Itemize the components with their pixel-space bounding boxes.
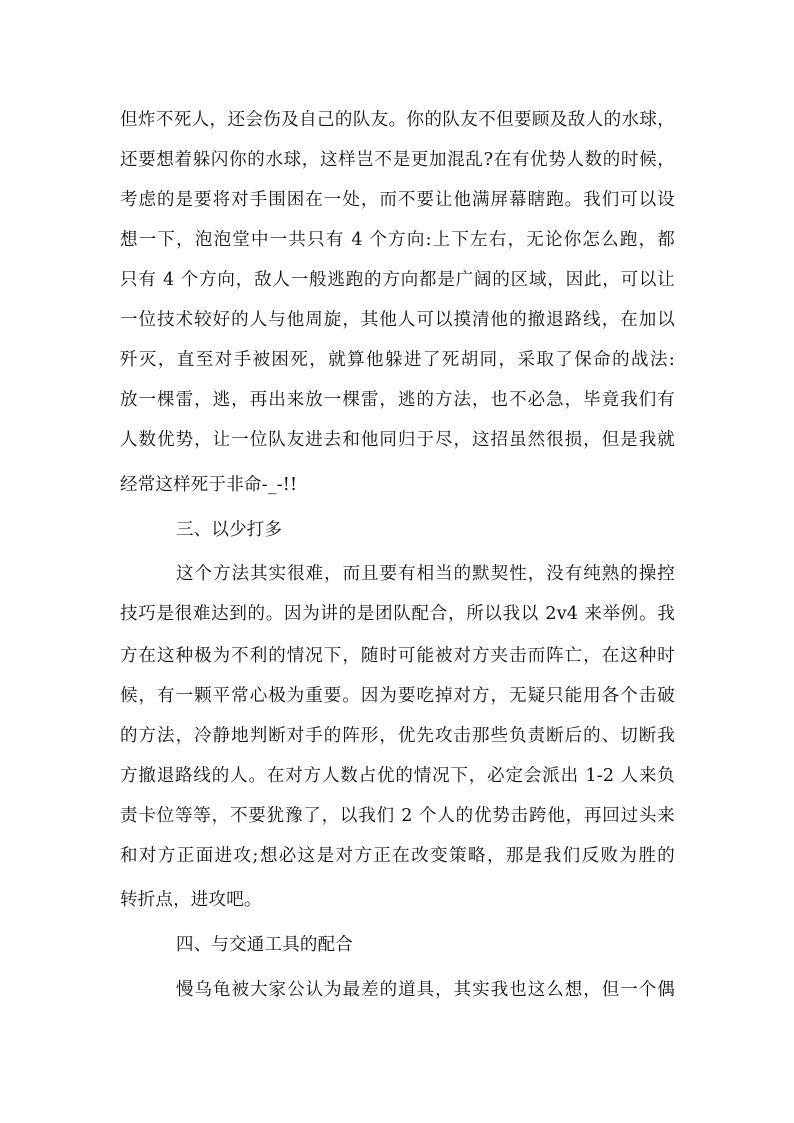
text-line: 技巧是很难达到的。因为讲的是团队配合，所以我以 2v4 来举例。我 — [120, 604, 675, 624]
text-line: 方在这种极为不利的情况下，随时可能被对方夹击而阵亡，在这种时 — [120, 646, 675, 666]
text-line: 歼灭，直至对手被困死，就算他躲进了死胡同，采取了保命的战法: — [120, 350, 675, 370]
section-heading: 四、与交通工具的配合 — [176, 935, 353, 955]
text-line: 还要想着躲闪你的水球，这样岂不是更加混乱?在有优势人数的时候， — [120, 150, 675, 170]
text-line: 责卡位等等，不要犹豫了，以我们 2 个人的优势击跨他，再回过头来 — [120, 806, 675, 826]
text-line: 一位技术较好的人与他周旋，其他人可以摸清他的撤退路线，在加以 — [120, 310, 675, 330]
text-line: 想一下，泡泡堂中一共只有 4 个方向:上下左右，无论你怎么跑，都 — [120, 230, 675, 250]
text-line: 方撤退路线的人。在对方人数占优的情况下，必定会派出 1-2 人来负 — [120, 766, 675, 786]
text-line: 只有 4 个方向，敌人一般逃跑的方向都是广阔的区域，因此，可以让 — [120, 270, 675, 290]
text-line: 这个方法其实很难，而且要有相当的默契性，没有纯熟的操控 — [176, 564, 675, 584]
text-line: 转折点，进攻吧。 — [120, 890, 262, 910]
text-line: 但炸不死人，还会伤及自己的队友。你的队友不但要顾及敌人的水球， — [120, 110, 675, 130]
text-line: 放一棵雷，逃，再出来放一棵雷，逃的方法，也不必急，毕竟我们有 — [120, 390, 675, 410]
text-line: 候，有一颗平常心极为重要。因为要吃掉对方，无疑只能用各个击破 — [120, 686, 675, 706]
text-line: 人数优势，让一位队友进去和他同归于尽，这招虽然很损，但是我就 — [120, 430, 675, 450]
text-line: 考虑的是要将对手围困在一处，而不要让他满屏幕瞎跑。我们可以设 — [120, 190, 675, 210]
text-line: 经常这样死于非命-_-!! — [120, 475, 298, 495]
text-line: 的方法，冷静地判断对手的阵形，优先攻击那些负责断后的、切断我 — [120, 726, 675, 746]
text-line: 慢乌龟被大家公认为最差的道具，其实我也这么想，但一个偶 — [176, 980, 675, 1000]
section-heading: 三、以少打多 — [176, 520, 283, 540]
text-line: 和对方正面进攻;想必这是对方正在改变策略，那是我们反败为胜的 — [120, 846, 675, 866]
